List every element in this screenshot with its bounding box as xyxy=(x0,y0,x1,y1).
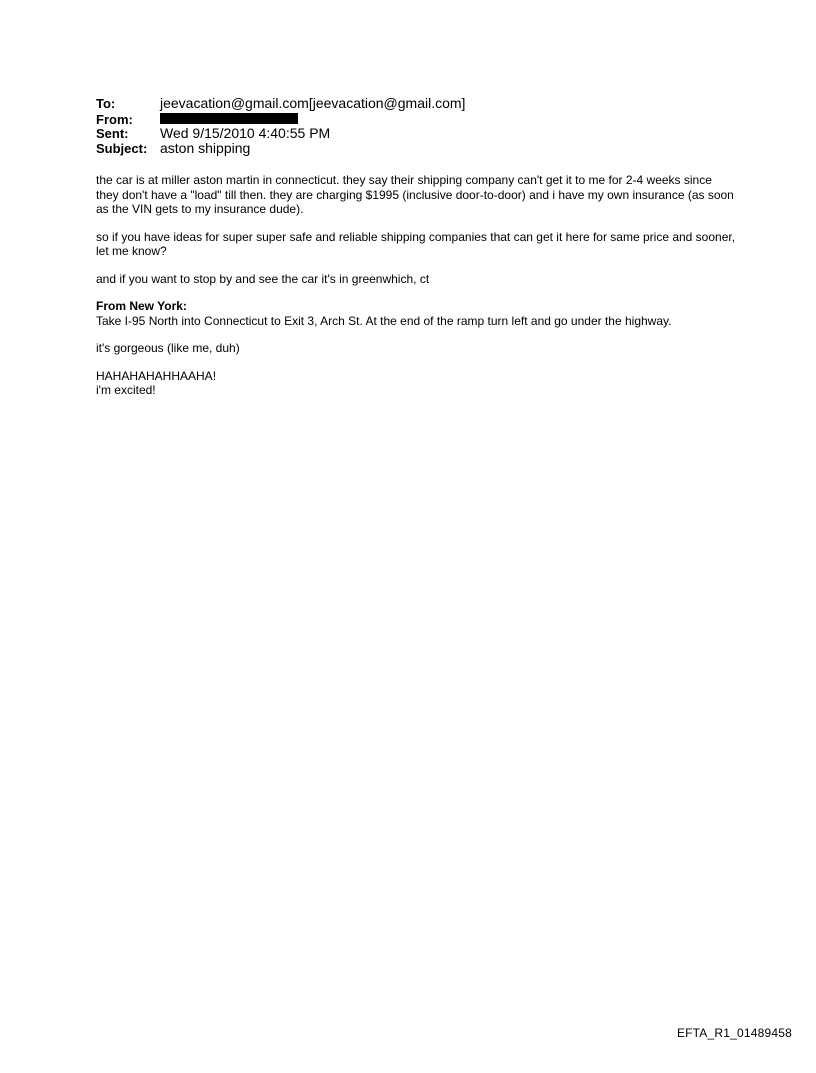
body-paragraph-5: it's gorgeous (like me, duh) xyxy=(96,341,240,355)
directions-block xyxy=(96,299,736,328)
to-row xyxy=(96,96,756,111)
closing-block xyxy=(96,369,736,398)
body-paragraph-1: the car is at miller aston martin in connecticut. they say their shipping company can't get it to me for 2-4 weeks since they don't have a "load" till then. they are charging $1995 (inclusive door-to-door) and i have my own insurance (as soon as the VIN gets to my insurance dude). xyxy=(96,173,734,216)
document-id: EFTA_R1_01489458 xyxy=(676,1026,792,1040)
sent-label: Sent: xyxy=(96,126,129,141)
to-label: To: xyxy=(96,96,116,111)
to-value: jeevacation@gmail.com[jeevacation@gmail.com] xyxy=(160,95,466,111)
body-paragraph-3: and if you want to stop by and see the car it's in greenwhich, ct xyxy=(96,271,430,286)
from-row xyxy=(96,111,756,126)
subject-row xyxy=(96,141,756,156)
subject-value: aston shipping xyxy=(160,140,251,156)
sent-value: Wed 9/15/2010 4:40:55 PM xyxy=(160,125,331,141)
directions-text: Take I-95 North into Connecticut to Exit 3, Arch St. At the end of the ramp turn left and go under the highway. xyxy=(96,313,672,328)
body-paragraph-2: so if you have ideas for super super safe and reliable shipping companies that can get it here for same price and sooner, let me know? xyxy=(96,229,736,258)
from-label: From: xyxy=(96,112,133,127)
from-redaction-bar xyxy=(160,113,298,124)
closing-line-2: i'm excited! xyxy=(96,383,156,397)
email-header xyxy=(96,96,756,156)
directions-heading: From New York: xyxy=(96,299,187,313)
closing-line-1: HAHAHAHAHHAAHA! xyxy=(96,368,217,383)
email-body xyxy=(96,173,736,398)
subject-label: Subject: xyxy=(96,141,148,156)
sent-row xyxy=(96,126,756,141)
